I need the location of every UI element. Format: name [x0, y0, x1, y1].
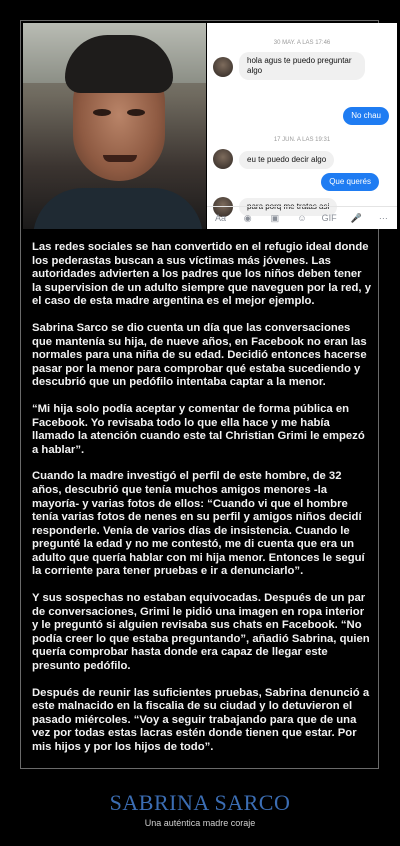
- poster-title: SABRINA SARCO: [109, 790, 291, 815]
- article-text: [32, 241, 372, 768]
- chat-timestamp: 17 JUN. A LAS 19:31: [273, 137, 331, 143]
- avatar: [213, 149, 233, 169]
- chat-screenshot: [207, 23, 397, 229]
- incoming-message: hola agus te puedo preguntar algo: [239, 52, 365, 80]
- article-paragraph: “Mi hija solo podía aceptar y comentar de forma pública en Facebook. Yo revisaba todo lo que ella hace y me había llamado la atención cuando este tal Christian Grimi le empezó a hablar”.: [32, 402, 365, 456]
- article-paragraph: Cuando la madre investigó el perfil de este hombre, de 32 años, descubrió que tenía muchos amigos menores -la mayoría- y varias fotos de ellos: “Cuando vi que el hombre tenía varias fotos de nenes en su perfil y amigos niños decidí responderle. Venía de varios días de insistencia. Cuando le pregunté la edad y no me contestó, me di cuenta que era un adulto que quería hablar con mi hija menor. Entonces le seguí la corriente para tener pruebas e ir a denunciarlo”.: [32, 470, 365, 578]
- outgoing-message: Que querés: [321, 173, 379, 191]
- image-icon[interactable]: ▣: [270, 212, 280, 223]
- incoming-message: eu te puedo decir algo: [239, 151, 334, 169]
- camera-icon[interactable]: ◉: [243, 212, 252, 223]
- poster-frame: [20, 20, 388, 769]
- gif-icon[interactable]: GIF: [321, 213, 337, 223]
- article-paragraph: Después de reunir las suficientes pruebas, Sabrina denunció a este malnacido en la fiscalia de su ciudad y lo detuvieron el pasado miércoles. “Voy a seguir trabajando para que de una vez por todas estas lacras estén donde tienen que estar. Por mis hijos y por los hijos de todo”.: [32, 686, 370, 753]
- incoming-message: para porq me tratas asi: [239, 198, 337, 216]
- more-icon[interactable]: ⋯: [378, 212, 388, 223]
- man-photo: [23, 23, 206, 229]
- article-paragraph: Las redes sociales se han convertido en el refugio ideal donde los pederastas buscan a sus víctimas más jóvenes. Las autoridades advierten a los padres que los niños deben tener la supervision de un adulto siempre que naveguen por la red, y el caso de esta madre argentina es el mejor ejemplo.: [32, 241, 371, 308]
- text-format-icon[interactable]: Aa: [215, 213, 227, 223]
- chat-timestamp: 30 MAY. A LAS 17:46: [273, 40, 331, 46]
- article-paragraph: Y sus sospechas no estaban equivocadas. Después de un par de conversaciones, Grimi le pidió una imagen en ropa interior y le preguntó si alguien revisaba sus chats en Facebook. “No podía creer lo que estaba preguntando”, añadió Sabrina, quien quería comprobar hasta donde era capaz de llegar este presunto pedófilo.: [32, 592, 370, 673]
- poster-subtitle: Una auténtica madre coraje: [144, 818, 256, 828]
- microphone-icon[interactable]: 🎤: [350, 212, 362, 223]
- avatar: [213, 57, 233, 77]
- emoji-icon[interactable]: ☺: [297, 213, 307, 223]
- message-composer: [207, 206, 397, 229]
- article-paragraph: Sabrina Sarco se dio cuenta un día que las conversaciones que mantenía su hija, de nueve años, en Facebook no eran las normales para una niña de su edad. Decidió entonces hacerse pasar por la menor para comprobar qué estaba sucediendo y descubrió que un pedófilo intentaba captar a la menor.: [32, 321, 367, 389]
- outgoing-message: No chau: [343, 107, 389, 125]
